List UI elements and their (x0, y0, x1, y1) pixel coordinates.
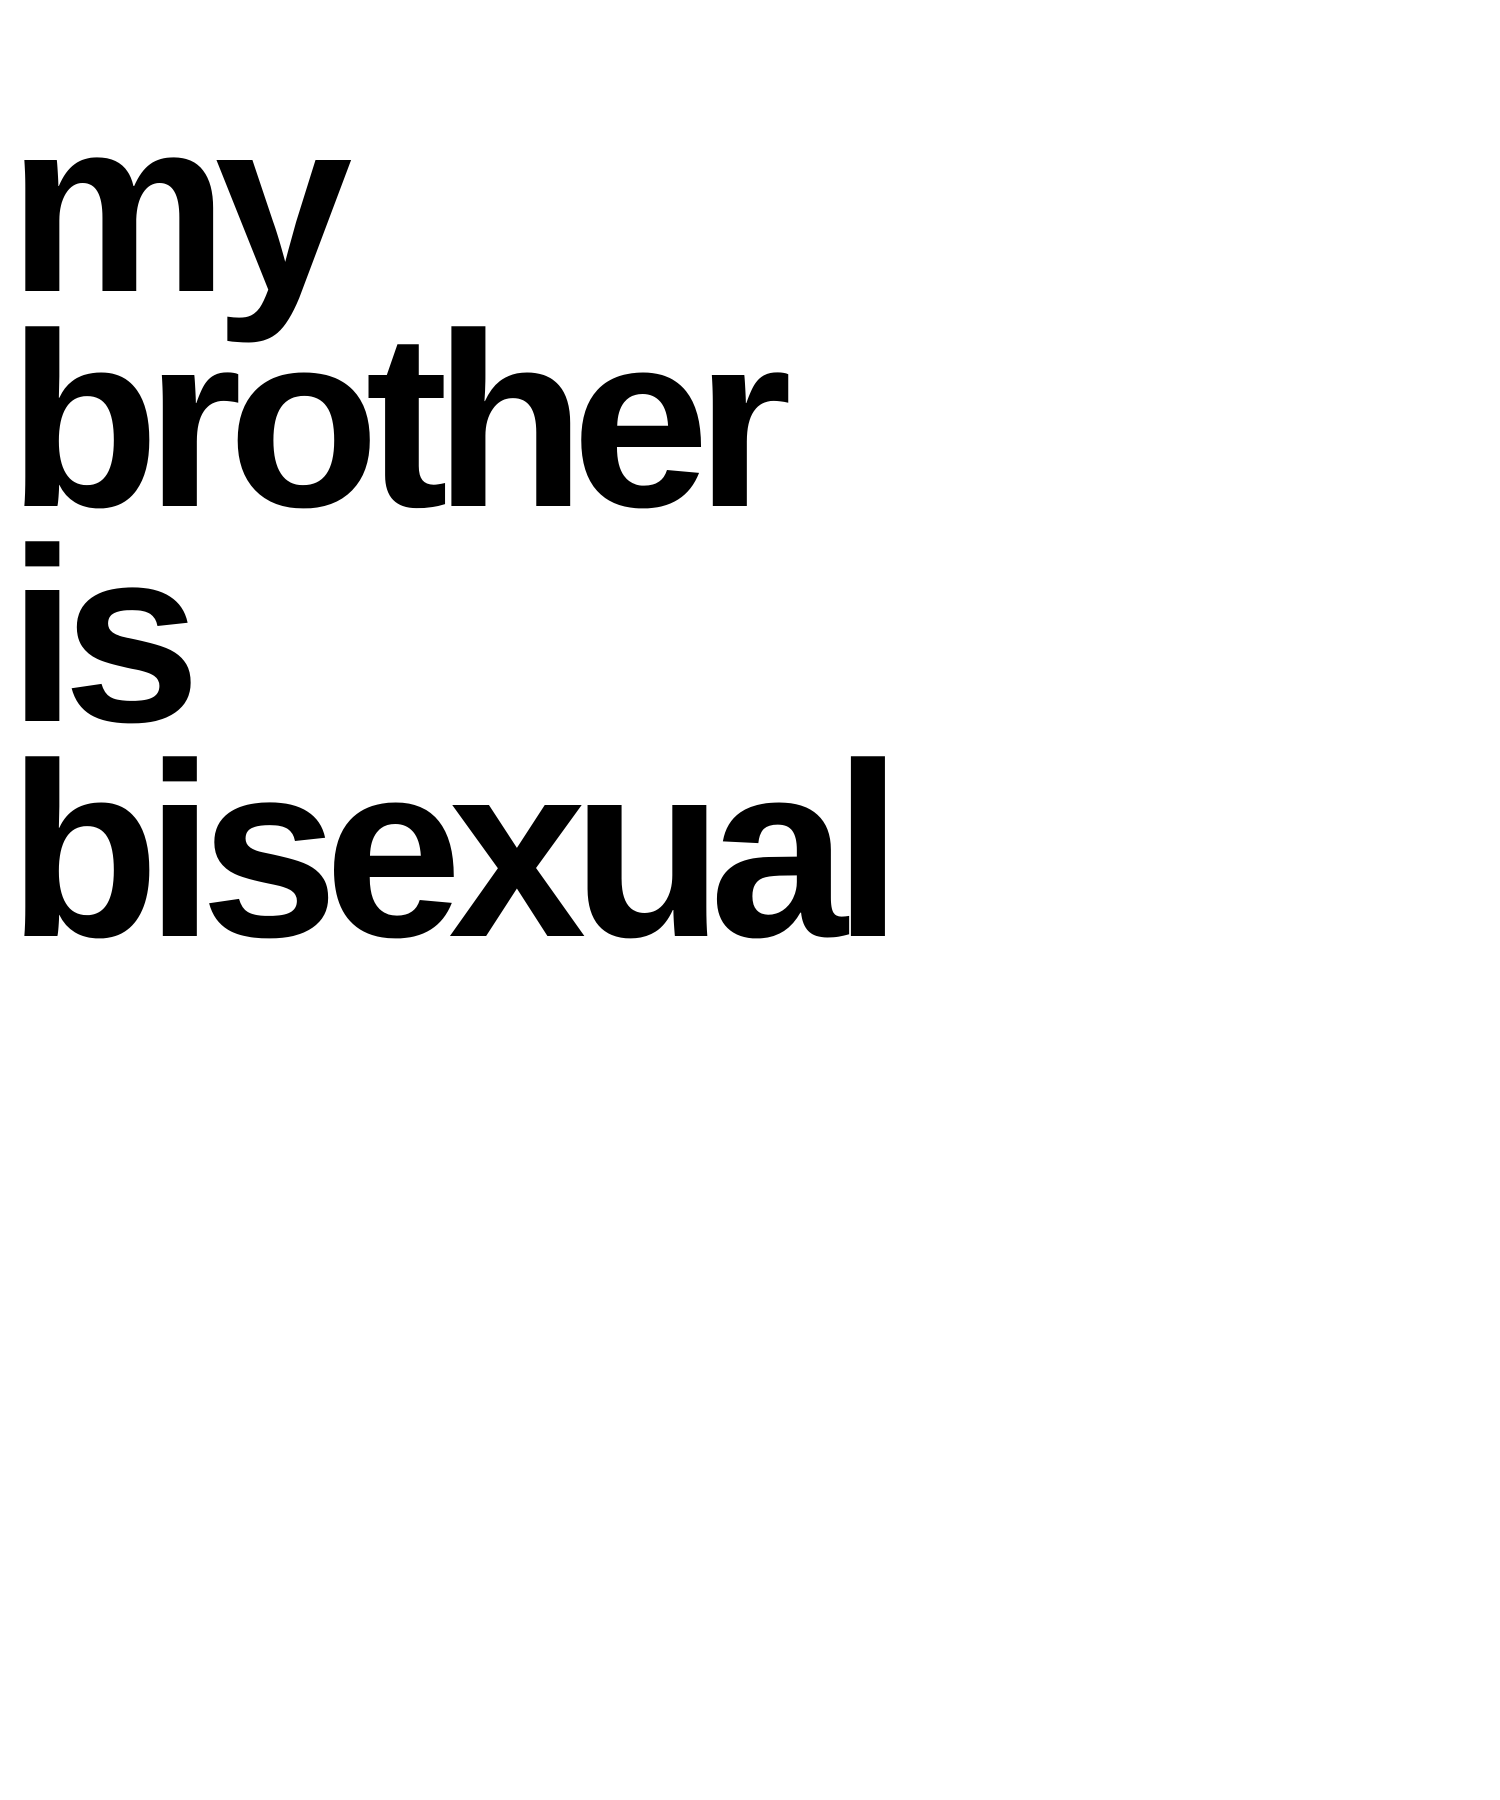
headline-line-4: bisexual (8, 711, 889, 989)
headline-line-1: my (8, 66, 339, 344)
headline (8, 66, 889, 989)
headline-line-2: brother (8, 281, 778, 559)
headline-line-3: is (8, 496, 187, 774)
